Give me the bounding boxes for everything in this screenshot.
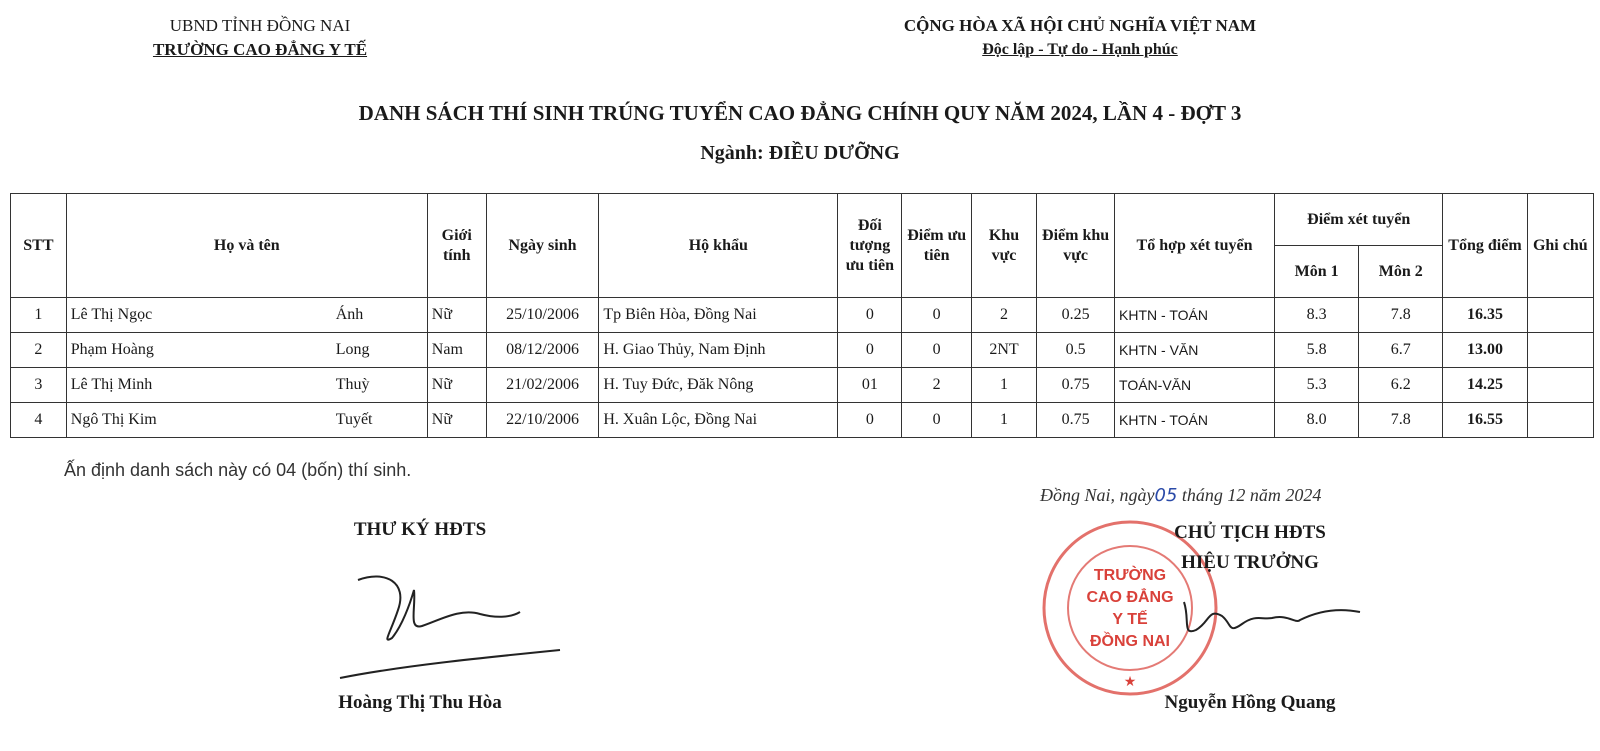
- cell-name-last: Long: [256, 333, 428, 368]
- cell-name-first: Phạm Hoàng: [66, 333, 255, 368]
- cell-priority-group: 0: [838, 333, 902, 368]
- cell-note: [1527, 333, 1593, 368]
- org-line-1: UBND TỈNH ĐỒNG NAI: [169, 16, 351, 35]
- cell-priority-points: 0: [902, 333, 971, 368]
- cell-residence: H. Giao Thủy, Nam Định: [599, 333, 838, 368]
- cell-region-points: 0.75: [1037, 368, 1115, 403]
- candidate-count-note: Ấn định danh sách này có 04 (bốn) thí sinh.: [64, 460, 412, 480]
- date-prefix: Đồng Nai, ngày: [1040, 485, 1155, 505]
- header-gender: Giới tính: [427, 194, 486, 298]
- header-stt: STT: [11, 194, 67, 298]
- cell-stt: 1: [11, 298, 67, 333]
- stamp-line-3: Y TẾ: [1112, 611, 1148, 628]
- cell-gender: Nữ: [427, 403, 486, 438]
- cell-note: [1527, 403, 1593, 438]
- cell-note: [1527, 298, 1593, 333]
- header-dob: Ngày sinh: [486, 194, 599, 298]
- cell-region-points: 0.5: [1037, 333, 1115, 368]
- date-day: 05: [1154, 485, 1178, 506]
- chair-name: Nguyễn Hồng Quang: [1164, 692, 1336, 713]
- cell-combination: KHTN - VĂN: [1115, 333, 1275, 368]
- header-priority-points: Điểm ưu tiên: [902, 194, 971, 298]
- cell-gender: Nữ: [427, 298, 486, 333]
- cell-priority-group: 0: [838, 403, 902, 438]
- cell-name-last: Tuyết: [256, 403, 428, 438]
- cell-dob: 22/10/2006: [486, 403, 599, 438]
- table-row: [11, 298, 1594, 333]
- cell-priority-points: 0: [902, 403, 971, 438]
- chair-signature: [1170, 590, 1370, 650]
- cell-region: 1: [971, 403, 1036, 438]
- secretary-name: Hoàng Thị Thu Hòa: [338, 692, 502, 713]
- header-note: Ghi chú: [1527, 194, 1593, 298]
- secretary-title: THƯ KÝ HĐTS: [353, 519, 487, 540]
- cell-region: 1: [971, 368, 1036, 403]
- cell-subject-2: 6.2: [1359, 368, 1443, 403]
- cell-gender: Nam: [427, 333, 486, 368]
- header-region-points: Điểm khu vực: [1037, 194, 1115, 298]
- header-priority-group: Đối tượng ưu tiên: [838, 194, 902, 298]
- cell-stt: 4: [11, 403, 67, 438]
- cell-dob: 21/02/2006: [486, 368, 599, 403]
- table-row: [11, 333, 1594, 368]
- cell-subject-1: 5.8: [1275, 333, 1359, 368]
- cell-dob: 08/12/2006: [486, 333, 599, 368]
- header-residence: Hộ khẩu: [599, 194, 838, 298]
- cell-combination: KHTN - TOÁN: [1115, 298, 1275, 333]
- chair-title: [1080, 518, 1420, 578]
- cell-gender: Nữ: [427, 368, 486, 403]
- cell-stt: 3: [11, 368, 67, 403]
- chair-title-line-1: CHỦ TỊCH HĐTS: [1174, 522, 1326, 543]
- cell-region-points: 0.75: [1037, 403, 1115, 438]
- nation-line-1: CỘNG HÒA XÃ HỘI CHỦ NGHĨA VIỆT NAM: [903, 16, 1257, 35]
- org-line-2: TRƯỜNG CAO ĐẲNG Y TẾ: [152, 40, 368, 59]
- header-subject-1: Môn 1: [1275, 246, 1359, 298]
- cell-residence: H. Tuy Đức, Đăk Nông: [599, 368, 838, 403]
- chair-title-line-2: HIỆU TRƯỞNG: [1181, 552, 1319, 573]
- cell-subject-2: 7.8: [1359, 403, 1443, 438]
- stamp-line-4: ĐỒNG NAI: [1090, 633, 1170, 650]
- cell-total: 14.25: [1443, 368, 1527, 403]
- header-combination: Tổ hợp xét tuyển: [1115, 194, 1275, 298]
- cell-name-last: Ánh: [256, 298, 428, 333]
- date-suffix: tháng 12 năm 2024: [1181, 485, 1322, 505]
- cell-residence: Tp Biên Hòa, Đồng Nai: [599, 298, 838, 333]
- cell-name-first: Lê Thị Ngọc: [66, 298, 255, 333]
- cell-total: 13.00: [1443, 333, 1527, 368]
- place-date: [1040, 485, 1321, 506]
- cell-combination: KHTN - TOÁN: [1115, 403, 1275, 438]
- org-header: [110, 14, 410, 62]
- cell-subject-1: 8.0: [1275, 403, 1359, 438]
- cell-stt: 2: [11, 333, 67, 368]
- cell-subject-2: 6.7: [1359, 333, 1443, 368]
- header-name: Họ và tên: [66, 194, 427, 298]
- cell-name-first: Lê Thị Minh: [66, 368, 255, 403]
- header-subject-2: Môn 2: [1359, 246, 1443, 298]
- document-title: DANH SÁCH THÍ SINH TRÚNG TUYỂN CAO ĐẲNG CHÍNH QUY NĂM 2024, LẦN 4 - ĐỢT 3: [358, 101, 1242, 125]
- table-row: [11, 368, 1594, 403]
- cell-priority-points: 2: [902, 368, 971, 403]
- cell-subject-1: 8.3: [1275, 298, 1359, 333]
- cell-priority-points: 0: [902, 298, 971, 333]
- header-total: Tổng điểm: [1443, 194, 1527, 298]
- candidate-table: [10, 193, 1594, 438]
- cell-dob: 25/10/2006: [486, 298, 599, 333]
- national-header: [800, 14, 1360, 62]
- nation-line-2: Độc lập - Tự do - Hạnh phúc: [982, 41, 1178, 58]
- secretary-signature: [330, 568, 570, 683]
- cell-region: 2: [971, 298, 1036, 333]
- table-row: [11, 403, 1594, 438]
- document-subtitle: Ngành: ĐIỀU DƯỠNG: [700, 142, 900, 164]
- cell-priority-group: 0: [838, 298, 902, 333]
- cell-name-last: Thuỳ: [256, 368, 428, 403]
- cell-region-points: 0.25: [1037, 298, 1115, 333]
- stamp-star: ★: [1123, 675, 1137, 690]
- cell-note: [1527, 368, 1593, 403]
- cell-name-first: Ngô Thị Kim: [66, 403, 255, 438]
- cell-total: 16.35: [1443, 298, 1527, 333]
- cell-priority-group: 01: [838, 368, 902, 403]
- cell-total: 16.55: [1443, 403, 1527, 438]
- cell-subject-1: 5.3: [1275, 368, 1359, 403]
- cell-subject-2: 7.8: [1359, 298, 1443, 333]
- cell-region: 2NT: [971, 333, 1036, 368]
- cell-combination: TOÁN-VĂN: [1115, 368, 1275, 403]
- cell-residence: H. Xuân Lộc, Đồng Nai: [599, 403, 838, 438]
- header-admission-scores: Điểm xét tuyển: [1275, 194, 1443, 246]
- header-region: Khu vực: [971, 194, 1036, 298]
- stamp-line-1: TRƯỜNG: [1093, 567, 1167, 584]
- stamp-line-2: CAO ĐẲNG: [1086, 589, 1174, 606]
